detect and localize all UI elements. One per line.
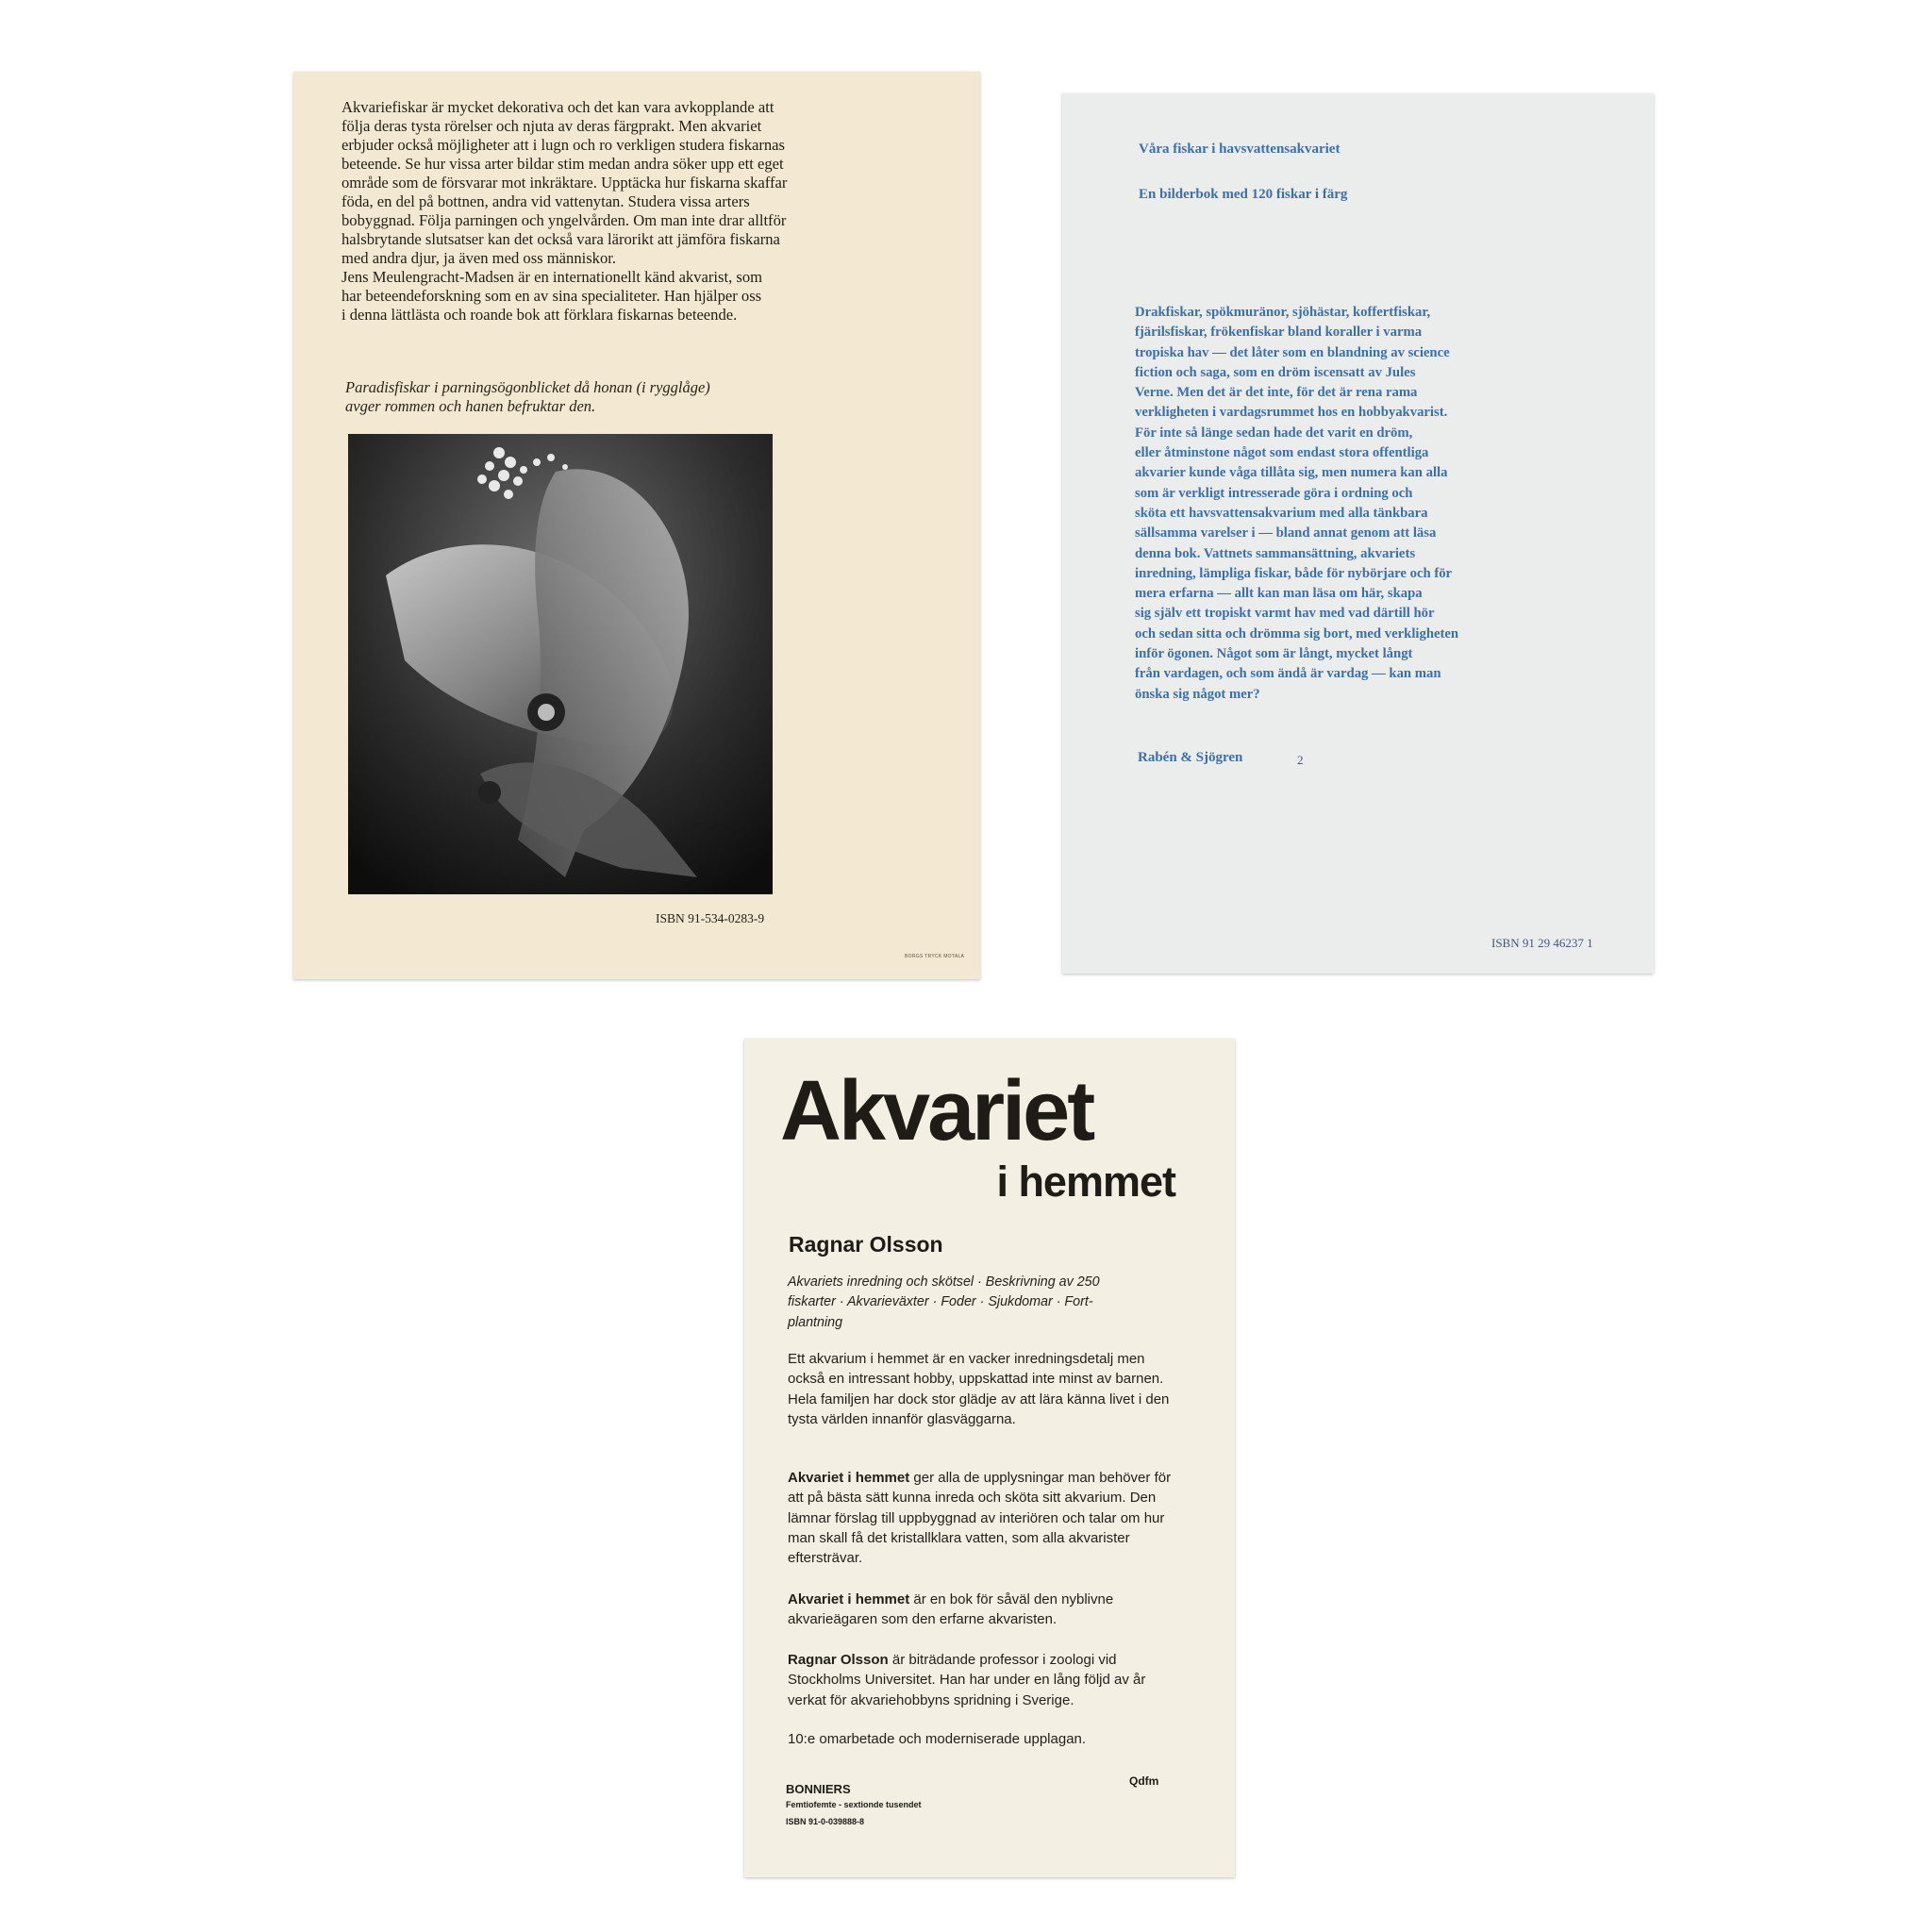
paradise-fish-image xyxy=(348,434,773,894)
price-code: Qdfm xyxy=(1129,1774,1159,1788)
author-bio xyxy=(788,1650,1174,1710)
blurb-line: halsbrytande slutsatser kan det också vara lärorikt att jämföra fiskarna xyxy=(341,230,780,248)
blurb-paragraph xyxy=(788,1349,1174,1429)
book-subtitle: En bilderbok med 120 fiskar i färg xyxy=(1139,187,1348,202)
blurb-line: föda, en del på bottnen, andra vid vattenytan. Studera vissa arters xyxy=(341,192,750,210)
caption-line: avger rommen och hanen befruktar den. xyxy=(345,397,596,415)
isbn-number: ISBN 91-0-039888-8 xyxy=(786,1817,865,1826)
blurb-line: med andra djur, ja även med oss människor. xyxy=(341,249,617,267)
book-back-cover-behavior xyxy=(293,72,980,979)
book-title-sub: i hemmet xyxy=(996,1158,1175,1206)
paragraph-text: ger alla de upplysningar man behöver för att på bästa sätt kunna inreda och sköta sitt akvarium. Den lämnar förslag till uppbyggnad av interiören och talar om hur man skall få det kristallklara vatten, som alla akvarister eftersträvar. xyxy=(788,1470,1172,1567)
cover-blurb: Drakfiskar, spökmuränor, sjöhästar, koffertfiskar, fjärilsfiskar, frökenfiskar bland koraller i varma tropiska hav — det låter som en blandning av science fiction och saga, som en dröm iscensatt av Jules Verne. Men det är det inte, för det är rena rama verkligheten i vardagsrummet hos en hobbyakvarist. För inte så länge sedan hade det varit en dröm, eller åtminstone något som endast stora offentliga akvarier kunde våga tillåta sig, men numera kan alla som är verkligt intresserade göra i ordning och sköta ett havsvattensakvarium med alla tänkbara sällsamma varelser i — bland annat genom att läsa denna bok. Vattnets sammansättning, akvariets inredning, lämpliga fiskar, både för nybörjare och för mera erfarna — allt kan man läsa om här, skapa sig själv ett tropiskt varmt hav med vad därtill hör och sedan sitta och drömma sig bort, med verkligheten inför ögonen. Något som är långt, mycket långt från vardagen, och som ändå är vardag — kan man önska sig något mer? xyxy=(1135,305,1459,702)
edition-note: 10:e omarbetade och moderniserade upplagan. xyxy=(788,1731,1087,1747)
topics-line: plantning xyxy=(788,1314,843,1330)
photo-caption xyxy=(345,378,789,416)
isbn-number: ISBN 91 29 46237 1 xyxy=(1491,936,1593,950)
bold-title: Akvariet i hemmet xyxy=(788,1591,910,1607)
blurb-line: följa deras tysta rörelser och njuta av deras färgprakt. Men akvariet xyxy=(341,117,762,135)
blurb-line: erbjuder också möjligheter att i lugn och ro verkligen studera fiskarnas xyxy=(341,136,786,154)
isbn-number: ISBN 91-534-0283-9 xyxy=(656,911,765,925)
blurb-line: har beteendeforskning som en av sina specialiteter. Han hjälper oss xyxy=(341,287,762,305)
series-title: Våra fiskar i havsvattensakvariet xyxy=(1139,142,1341,157)
bold-author: Ragnar Olsson xyxy=(788,1652,889,1668)
publisher-name: BONNIERS xyxy=(786,1782,851,1796)
topics-list xyxy=(788,1273,1174,1333)
topics-line: fiskarter · Akvarieväxter · Foder · Sjukdomar · Fort- xyxy=(788,1294,1093,1310)
paragraph-text: är en bok för såväl den nyblivne akvarieägaren som den erfarne akvaristen. xyxy=(788,1591,1114,1628)
fish-photo xyxy=(348,434,773,894)
printing-note: Femtiofemte - sextionde tusendet xyxy=(786,1800,922,1809)
author-name: Ragnar Olsson xyxy=(789,1232,943,1257)
cover-blurb xyxy=(341,98,851,325)
blurb-paragraph xyxy=(788,1468,1174,1568)
blurb-line: Akvariefiskar är mycket dekorativa och det kan vara avkopplande att xyxy=(341,98,774,116)
book-back-cover-akvariet xyxy=(744,1039,1235,1877)
blurb-line: i denna lättlästa och roande bok att förklara fiskarnas beteende. xyxy=(341,306,738,324)
caption-line: Paradisfiskar i parningsögonblicket då honan (i rygglåge) xyxy=(345,378,710,396)
blurb-line: beteende. Se hur vissa arter bildar stim medan andra söker upp ett eget xyxy=(341,155,784,173)
topics-line: Akvariets inredning och skötsel · Beskrivning av 250 xyxy=(788,1274,1100,1290)
blurb-line: område som de försvarar mot inkräktare. Upptäcka hur fiskarna skaffar xyxy=(341,174,788,192)
series-number: 2 xyxy=(1297,753,1304,767)
blurb-line: Jens Meulengracht-Madsen är en internationellt känd akvarist, som xyxy=(341,268,763,286)
blurb-paragraph xyxy=(788,1590,1174,1630)
blurb-line: bobyggnad. Följa parningen och yngelvården. Om man inte drar alltför xyxy=(341,211,787,229)
printer-credit: BORGS TRYCK MOTALA xyxy=(905,954,965,959)
bold-title: Akvariet i hemmet xyxy=(788,1470,910,1486)
paragraph-text: är biträdande professor i zoologi vid Stockholms Universitet. Han har under en lång följd av år verkat för akvariehobbyns spridning i Sverige. xyxy=(788,1652,1146,1708)
publisher-name: Rabén & Sjögren xyxy=(1138,750,1243,765)
book-title: Akvariet xyxy=(780,1064,1093,1158)
book-back-cover-saltwater xyxy=(1062,93,1654,974)
paragraph-text: Ett akvarium i hemmet är en vacker inredningsdetalj men också en intressant hobby, uppskattad inte minst av barnen. Hela familjen har dock stor glädje av att lära känna livet i den tysta världen innanför glasväggarna. xyxy=(788,1351,1170,1427)
